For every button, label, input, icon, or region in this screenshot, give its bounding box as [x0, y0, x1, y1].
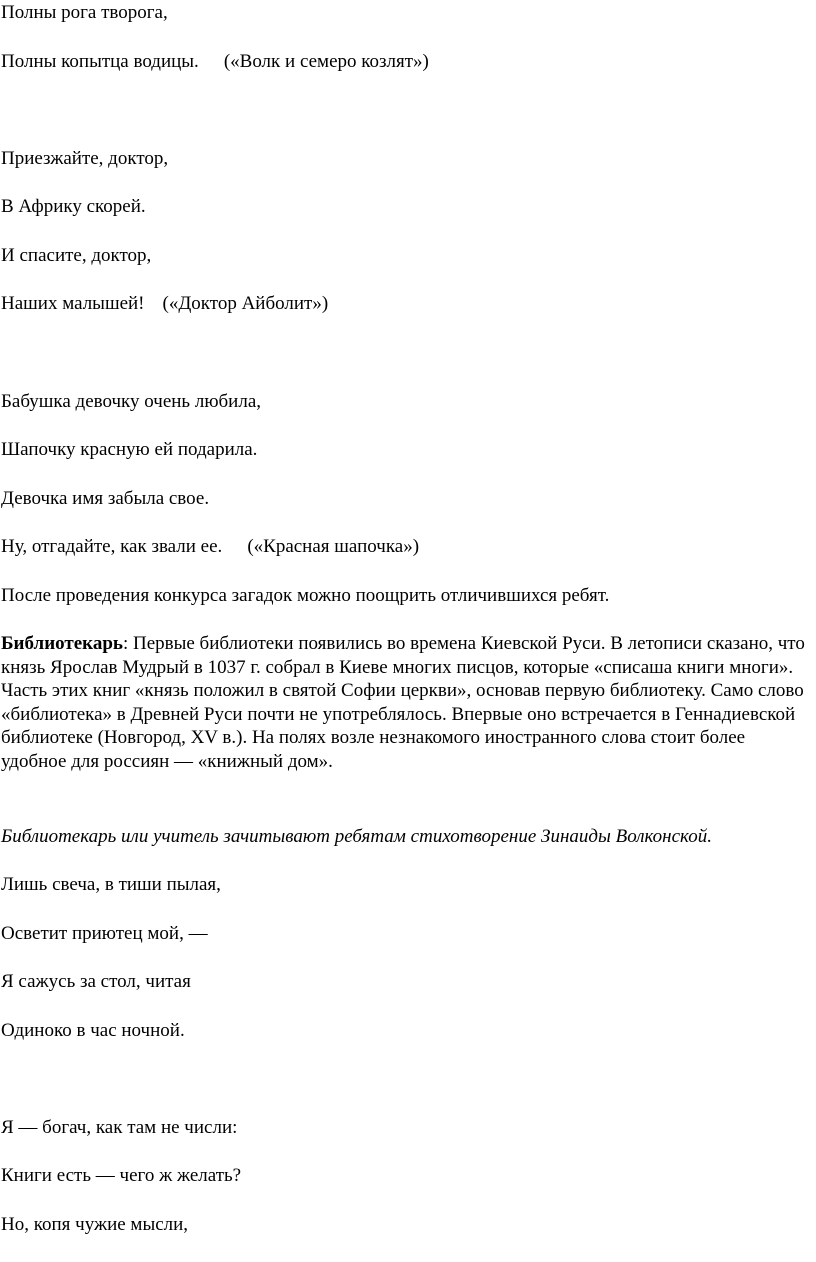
poem3-line2: Шапочку красную ей подарила. [1, 439, 258, 460]
poem3-line1: Бабушка девочку очень любила, [1, 391, 262, 412]
contest-note: После проведения конкурса загадок можно поощрить отличившихся ребят. [1, 585, 610, 606]
poem4-line2: Осветит приютец мой, — [1, 923, 208, 944]
poem2-line2: В Африку скорей. [1, 196, 146, 217]
poem5-line1: Я — богач, как там не числи: [1, 1117, 238, 1138]
poem4-line4: Одиноко в час ночной. [1, 1020, 185, 1041]
poem3-source: («Красная шапочка») [247, 536, 420, 557]
poem1-line2-text: Полны копытца водицы. [1, 51, 199, 72]
poem3-line3: Девочка имя забыла свое. [1, 488, 210, 509]
poem4-line3: Я сажусь за стол, читая [1, 971, 191, 992]
poem3-line4-text: Ну, отгадайте, как звали ее. [1, 536, 223, 557]
poem4-line1: Лишь свеча, в тиши пылая, [1, 874, 221, 895]
librarian-paragraph [1, 632, 806, 774]
poem3-line4 [1, 536, 419, 558]
poem1-source: («Волк и семеро козлят») [223, 51, 429, 72]
poem2-source: («Доктор Айболит») [162, 293, 329, 314]
poem1-line2 [1, 51, 429, 73]
poem1-line1: Полны рога творога, [1, 2, 168, 23]
stage-direction: Библиотекарь или учитель зачитывают ребятам стихотворение Зинаиды Волконской. [1, 826, 712, 847]
librarian-speaker: Библиотекарь [1, 633, 123, 654]
poem2-line4 [1, 293, 328, 315]
poem5-line2: Книги есть — чего ж желать? [1, 1165, 242, 1186]
poem5-line3: Но, копя чужие мысли, [1, 1214, 189, 1235]
librarian-text: : Первые библиотеки появились во времена Киевской Руси. В летописи сказано, что князь Ярослав Мудрый в 1037 г. собрал в Киеве многих писцов, которые «списаша книги многи». Часть этих книг «князь положил в святой Софии церкви», основав первую библиотеку. Само слово «библиотека» в Древней Руси почти не употреблялось. Впервые оно встречается в Геннадиевской библиотеке (Новгород, XV в.). На полях возле незнакомого иностранного слова стоит более удобное для россиян — «книжный дом». [1, 633, 805, 772]
poem2-line1: Приезжайте, доктор, [1, 148, 169, 169]
poem2-line4-text: Наших малышей! [1, 293, 145, 314]
poem2-line3: И спасите, доктор, [1, 245, 152, 266]
